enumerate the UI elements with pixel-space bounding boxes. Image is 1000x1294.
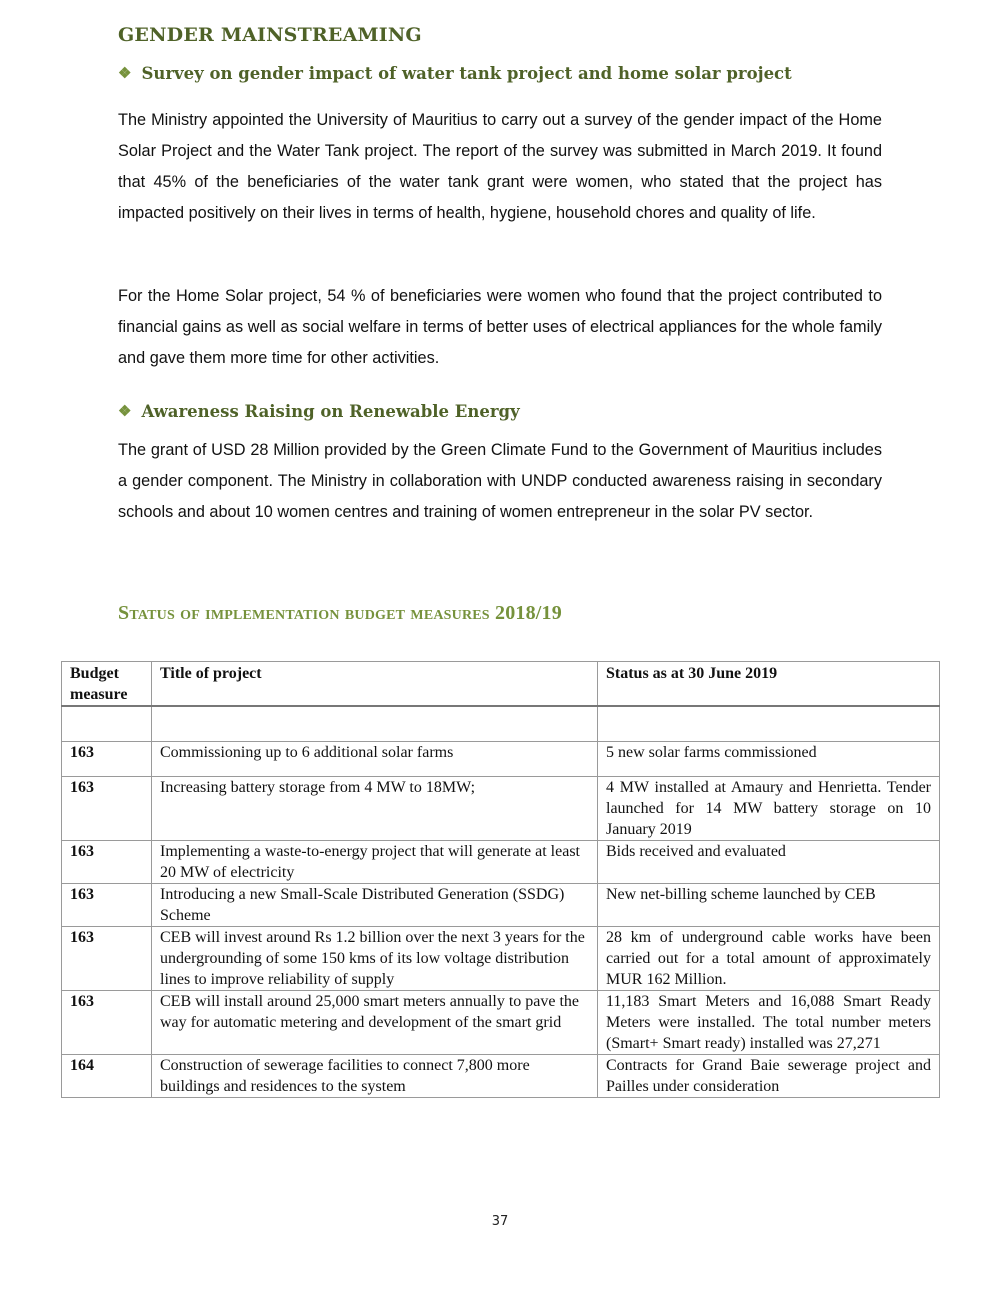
row-status: 28 km of underground cable works have been carried out for a total amount of approximately MUR 162 Million. xyxy=(598,926,940,990)
row-title: Commissioning up to 6 additional solar farms xyxy=(152,741,598,776)
row-measure: 163 xyxy=(62,926,152,990)
row-title: Introducing a new Small-Scale Distributed Generation (SSDG) Scheme xyxy=(152,883,598,926)
row-status: Bids received and evaluated xyxy=(598,840,940,883)
table-row xyxy=(62,990,940,1054)
table-row xyxy=(62,741,940,776)
table-row xyxy=(62,776,940,840)
row-title: Implementing a waste-to-energy project that will generate at least 20 MW of electricity xyxy=(152,840,598,883)
row-title: Increasing battery storage from 4 MW to 18MW; xyxy=(152,776,598,840)
row-title: CEB will invest around Rs 1.2 billion over the next 3 years for the undergrounding of some 150 kms of its low voltage distribution lines to improve reliability of supply xyxy=(152,926,598,990)
status-heading: Status of implementation budget measures 2018/19 xyxy=(118,602,562,624)
row-measure: 163 xyxy=(62,883,152,926)
survey-subheading-text: Survey on gender impact of water tank project and home solar project xyxy=(141,64,792,83)
table-row xyxy=(62,840,940,883)
header-status: Status as at 30 June 2019 xyxy=(598,662,940,707)
awareness-paragraph: The grant of USD 28 Million provided by the Green Climate Fund to the Government of Mauritius includes a gender component. The Ministry in collaboration with UNDP conducted awareness raising in secondary schools and about 10 women centres and training of women entrepreneur in the solar PV sector. xyxy=(118,441,882,521)
section-heading: GENDER MAINSTREAMING xyxy=(118,24,422,46)
awareness-subheading xyxy=(118,402,520,421)
row-measure: 164 xyxy=(62,1054,152,1097)
header-budget-measure: Budget measure xyxy=(62,662,152,707)
survey-subheading xyxy=(118,64,792,83)
survey-paragraph-1: The Ministry appointed the University of Mauritius to carry out a survey of the gender impact of the Home Solar Project and the Water Tank project. The report of the survey was submitted in March 2019. It found that 45% of the beneficiaries of the water tank grant were women, who stated that the project has impacted positively on their lives in terms of health, hygiene, household chores and quality of life. xyxy=(118,111,882,222)
row-measure: 163 xyxy=(62,776,152,840)
row-measure: 163 xyxy=(62,840,152,883)
table-row xyxy=(62,883,940,926)
table-row xyxy=(62,706,940,741)
row-title xyxy=(152,706,598,741)
table-header-row xyxy=(62,662,940,707)
table-row xyxy=(62,926,940,990)
row-status: Contracts for Grand Baie sewerage project and Pailles under consideration xyxy=(598,1054,940,1097)
diamond-bullet-icon: ❖ xyxy=(118,402,132,420)
row-status: 5 new solar farms commissioned xyxy=(598,741,940,776)
diamond-bullet-icon: ❖ xyxy=(118,64,132,82)
table-row xyxy=(62,1054,940,1097)
row-title: CEB will install around 25,000 smart meters annually to pave the way for automatic metering and development of the smart grid xyxy=(152,990,598,1054)
page-number: 37 xyxy=(491,1214,509,1229)
row-status: New net-billing scheme launched by CEB xyxy=(598,883,940,926)
row-status xyxy=(598,706,940,741)
budget-measures-table xyxy=(61,661,940,1098)
survey-paragraph-2: For the Home Solar project, 54 % of beneficiaries were women who found that the project contributed to financial gains as well as social welfare in terms of better uses of electrical appliances for the whole family and gave them more time for other activities. xyxy=(118,287,882,367)
row-status: 11,183 Smart Meters and 16,088 Smart Ready Meters were installed. The total number meters (Smart+ Smart ready) installed was 27,271 xyxy=(598,990,940,1054)
awareness-subheading-text: Awareness Raising on Renewable Energy xyxy=(141,402,520,421)
row-status: 4 MW installed at Amaury and Henrietta. Tender launched for 14 MW battery storage on 10 January 2019 xyxy=(598,776,940,840)
header-title-of-project: Title of project xyxy=(152,662,598,707)
row-title: Construction of sewerage facilities to connect 7,800 more buildings and residences to the system xyxy=(152,1054,598,1097)
row-measure xyxy=(62,706,152,741)
row-measure: 163 xyxy=(62,990,152,1054)
row-measure: 163 xyxy=(62,741,152,776)
